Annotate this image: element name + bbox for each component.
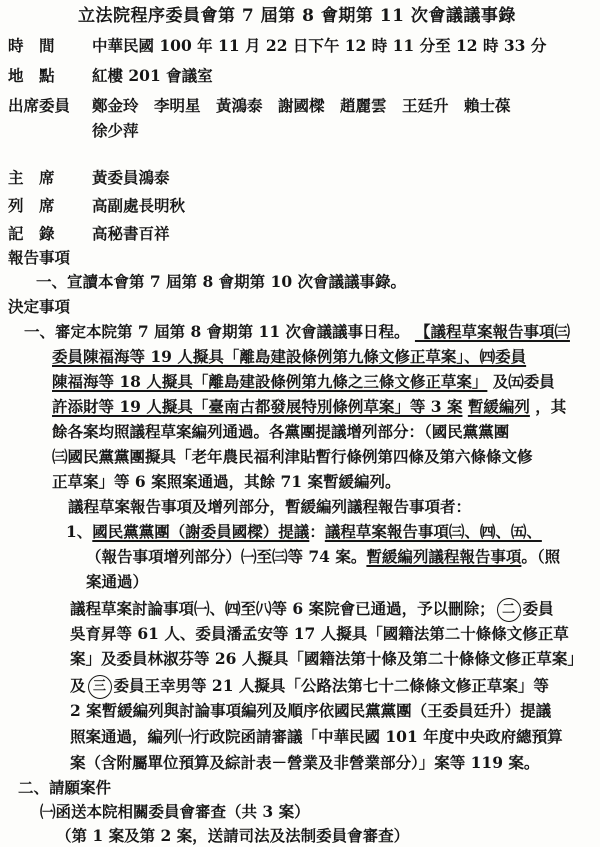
decision-line-6: ㈢國民黨黨團擬具「老年農民福利津貼暫行條例第四條及第六條條文修 xyxy=(52,447,533,466)
decision-line-10-deferred: 暫緩編列議程報告事項 xyxy=(366,547,522,566)
decision-line-15 xyxy=(70,675,549,699)
decision-line-1 xyxy=(24,322,570,342)
decision-line-10 xyxy=(86,547,560,567)
decision-line-3-text: 及㈤委員 xyxy=(492,372,555,391)
decision-line-4 xyxy=(52,397,566,417)
report-heading: 報告事項 xyxy=(8,248,71,267)
petitions-heading: 二、請願案件 xyxy=(18,778,112,797)
decision-line-9-colon: ： xyxy=(309,522,325,541)
petitions-line-2: （第 1 案及第 2 案，送請司法及法制委員會審查） xyxy=(56,826,410,845)
attendee-label: 列 席 xyxy=(8,196,55,215)
decision-line-1-underlined: 【議程草案報告事項㈢ xyxy=(414,322,570,341)
decision-line-14: 案」及委員林淑芬等 26 人擬具「國籍法第十條及第二十條條文修正草案」 xyxy=(70,649,583,668)
circled-number-2: 二 xyxy=(497,598,521,622)
decision-line-3 xyxy=(52,372,555,392)
petitions-line-1: ㈠函送本院相關委員會審查（共 3 案） xyxy=(40,802,310,821)
chair-label: 主 席 xyxy=(8,168,55,187)
decision-line-4-deferred: 暫緩編列 xyxy=(467,397,530,416)
members-label: 出席委員 xyxy=(8,96,71,115)
decision-line-18: 案（含附屬單位預算及綜計表－營業及非營業部分）」案等 119 案。 xyxy=(70,753,540,772)
members-line-1: 鄭金玲 李明星 黃鴻泰 謝國樑 趙麗雲 王廷升 賴士葆 xyxy=(92,96,511,115)
decision-line-4-underlined: 許添財等 19 人擬具「臺南古都發展特別條例草案」等 3 案 xyxy=(52,397,463,416)
decision-heading: 決定事項 xyxy=(8,297,71,316)
decision-line-1-text: 一、審定本院第 7 屆第 8 會期第 11 次會議議事日程。 xyxy=(24,322,410,341)
decision-line-2: 委員陳福海等 19 人擬具「離島建設條例第九條文修正草案」、㈣委員 xyxy=(52,347,527,366)
decision-line-11: 案通過） xyxy=(86,572,149,591)
decision-line-9-proposer: 國民黨黨團（謝委員國樑）提議 xyxy=(92,522,310,541)
recorder-value: 高秘書百祥 xyxy=(92,224,170,243)
decision-line-7: 正草案」等 6 案照案通過，其餘 71 案暫緩編列。 xyxy=(52,472,401,491)
circled-number-3: 三 xyxy=(88,675,112,699)
time-value: 中華民國 100 年 11 月 22 日下午 12 時 11 分至 12 時 33 分 xyxy=(92,36,547,55)
attendee-value: 高副處長明秋 xyxy=(92,196,186,215)
decision-line-9-items: 議程草案報告事項㈢、㈣、㈤、 xyxy=(324,522,542,541)
decision-line-4-text: ，其 xyxy=(535,397,567,416)
time-label: 時 間 xyxy=(8,36,55,55)
decision-line-15-text: 委員王幸男等 21 人擬具「公路法第七十二條條文修正草案」等 xyxy=(113,676,549,695)
decision-line-9-number: 1、 xyxy=(66,522,93,541)
decision-line-3-underlined: 陳福海等 18 人擬具「離島建設條例第九條之三條文修正草案」 xyxy=(52,372,488,391)
report-item-1: 一、宣讀本會第 7 屆第 8 會期第 10 次會議議事錄。 xyxy=(36,272,407,291)
decision-line-10-tail: 。（照 xyxy=(521,547,561,566)
decision-line-12 xyxy=(70,598,554,622)
place-value: 紅樓 201 會議室 xyxy=(92,66,213,85)
decision-line-17: 照案通過，編列㈠行政院函請審議「中華民國 101 年度中央政府總預算 xyxy=(70,727,563,746)
decision-line-13: 吳育昇等 61 人、委員潘孟安等 17 人擬具「國籍法第二十條條文修正草 xyxy=(70,624,569,643)
decision-line-8: 議程草案報告事項及增列部分，暫緩編列議程報告事項者： xyxy=(68,497,472,516)
decision-line-12-tail: 委員 xyxy=(522,599,554,618)
place-label: 地 點 xyxy=(8,66,55,85)
recorder-label: 記 錄 xyxy=(8,224,55,243)
decision-line-12-text: 議程草案討論事項㈠、㈣至㈧等 6 案院會已通過，予以刪除； xyxy=(70,599,495,618)
members-line-2: 徐少萍 xyxy=(92,121,139,140)
decision-line-5: 餘各案均照議程草案編列通過。各黨團提議增列部分：（國民黨黨團 xyxy=(52,422,510,441)
document-title: 立法院程序委員會第 7 屆第 8 會期第 11 次會議議事錄 xyxy=(78,6,516,26)
chair-value: 黃委員鴻泰 xyxy=(92,168,170,187)
decision-line-10-period: 。 xyxy=(350,547,367,566)
decision-line-16: 2 案暫緩編列與討論事項編列及順序依國民黨黨團（王委員廷升）提議 xyxy=(70,701,552,720)
decision-line-15-and: 及 xyxy=(70,676,86,695)
decision-line-9 xyxy=(66,522,542,542)
decision-line-10-text: （報告事項增列部分）㈠至㈢等 74 案 xyxy=(86,547,351,566)
